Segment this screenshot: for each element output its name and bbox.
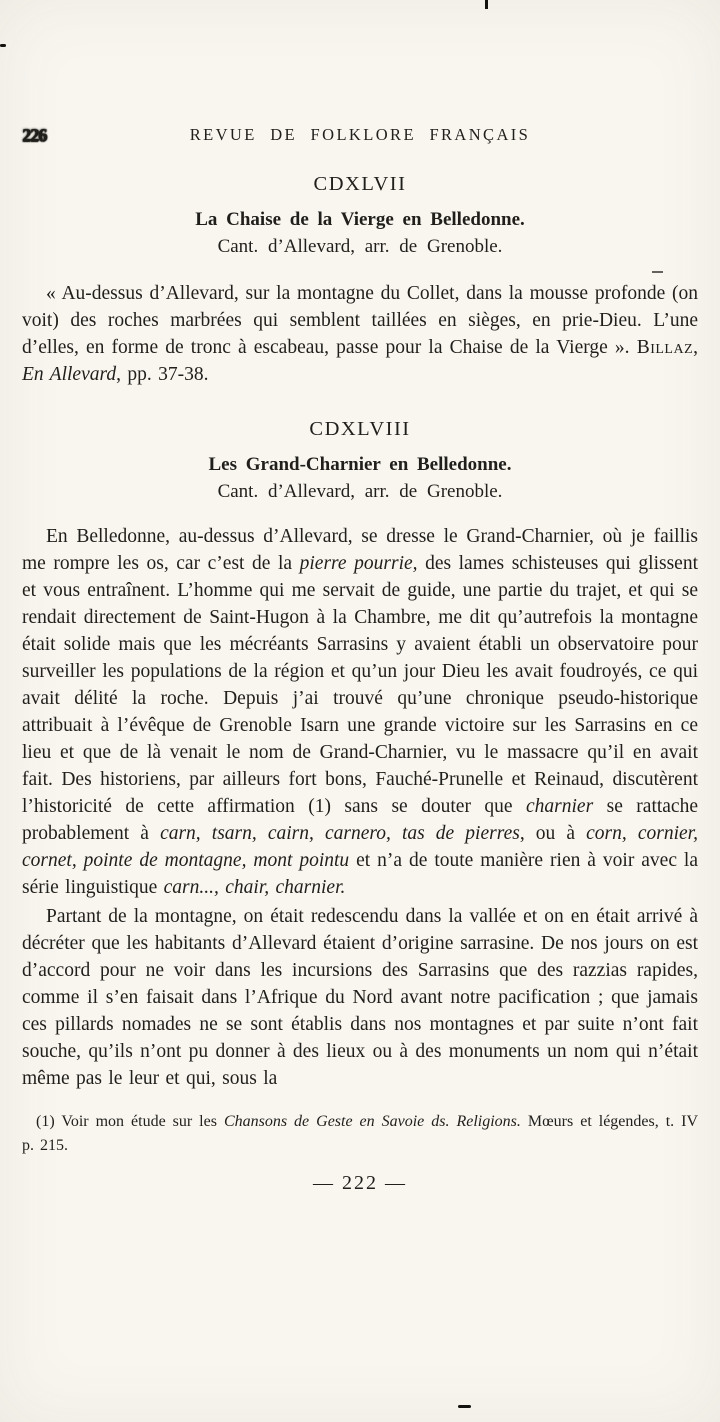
paragraph: En Belledonne, au-dessus d’Allevard, se dresse le Grand-Charnier, où je faillis me rompre les os, car c’est de la pierre pourrie, des lames schisteuses qui glissent et vous entraînent. L’homme qui me servait de guide, une partie du trajet, et qui se rendait directement de Saint-Hugon à la Chambre, me dit qu’autrefois la montagne était solide mais que les mécréants Sarrasins y avaient établi un observatoire pour surveiller les populations de la région et qu’un jour Dieu les avait foudroyés, ce qui avait délité la roche. Depuis j’ai trouvé qu’une chronique pseudo-historique attribuait à l’évêque de Grenoble Isarn une grande victoire sur les Sarrasins en ce lieu et que de là venait le nom de Grand-Charnier, vu le massacre qu’il en avait fait. Des historiens, par ailleurs fort bons, Fauché-Prunelle et Reinaud, discutèrent l’historicité de cette affirmation (1) sans se douter que charnier se rattache probablement à carn, tsarn, cairn, carnero, tas de pierres, ou à corn, cornier, cornet, pointe de montagne, mont pointu et n’a de toute manière rien à voir avec la série linguistique carn..., chair, charnier. <box>22 526 698 898</box>
section-numeral: CDXLVIII <box>309 418 411 440</box>
section-cdxlviii <box>22 418 698 1092</box>
scan-artifact-top-tick <box>485 0 488 9</box>
scan-artifact-right-dash <box>652 271 663 273</box>
section-subtitle: Cant. d’Allevard, arr. de Grenoble. <box>217 236 503 257</box>
running-header <box>22 125 698 147</box>
paragraph: Partant de la montagne, on était redescendu dans la vallée et on en était arrivé à décréter que les habitants d’Allevard étaient d’origine sarrasine. De nos jours on est d’accord pour ne voir dans les incursions des Sarrasins que des razzias rapides, comme il s’en faisait dans l’Afrique du Nord avant notre pacification ; que jamais ces pillards nomades ne se sont établis dans nos montagnes et par suite n’ont fait souche, qu’ils n’ont pu donner à des lieux ou à des monuments un nom qui n’était même pas le leur et qui, sous la <box>22 906 698 1089</box>
section-title: La Chaise de la Vierge en Belledonne. <box>195 209 525 230</box>
footnote: (1) Voir mon étude sur les Chansons de Geste en Savoie ds. Religions. Mœurs et légendes, t. IV p. 215. <box>22 1113 699 1154</box>
section-subtitle: Cant. d’Allevard, arr. de Grenoble. <box>217 481 503 502</box>
scan-artifact-bottom-tick <box>458 1405 471 1408</box>
paragraph: « Au-dessus d’Allevard, sur la montagne du Collet, dans la mousse profonde (on voit) des roches marbrées qui semblent taillées en sièges, en prie-Dieu. L’une d’elles, en forme de tronc à escabeau, passe pour la Chaise de la Vierge ». Billaz, En Allevard, pp. 37-38. <box>22 283 698 385</box>
scan-artifact-left-dot <box>0 44 6 47</box>
section-title: Les Grand-Charnier en Belledonne. <box>208 454 512 475</box>
section-numeral: CDXLVII <box>313 173 407 195</box>
page-number-footer: — 222 — <box>313 1172 407 1194</box>
header-page-number: 226 <box>22 125 46 145</box>
journal-title: REVUE DE FOLKLORE FRANÇAIS <box>189 125 531 144</box>
section-cdxlvii <box>22 173 698 388</box>
